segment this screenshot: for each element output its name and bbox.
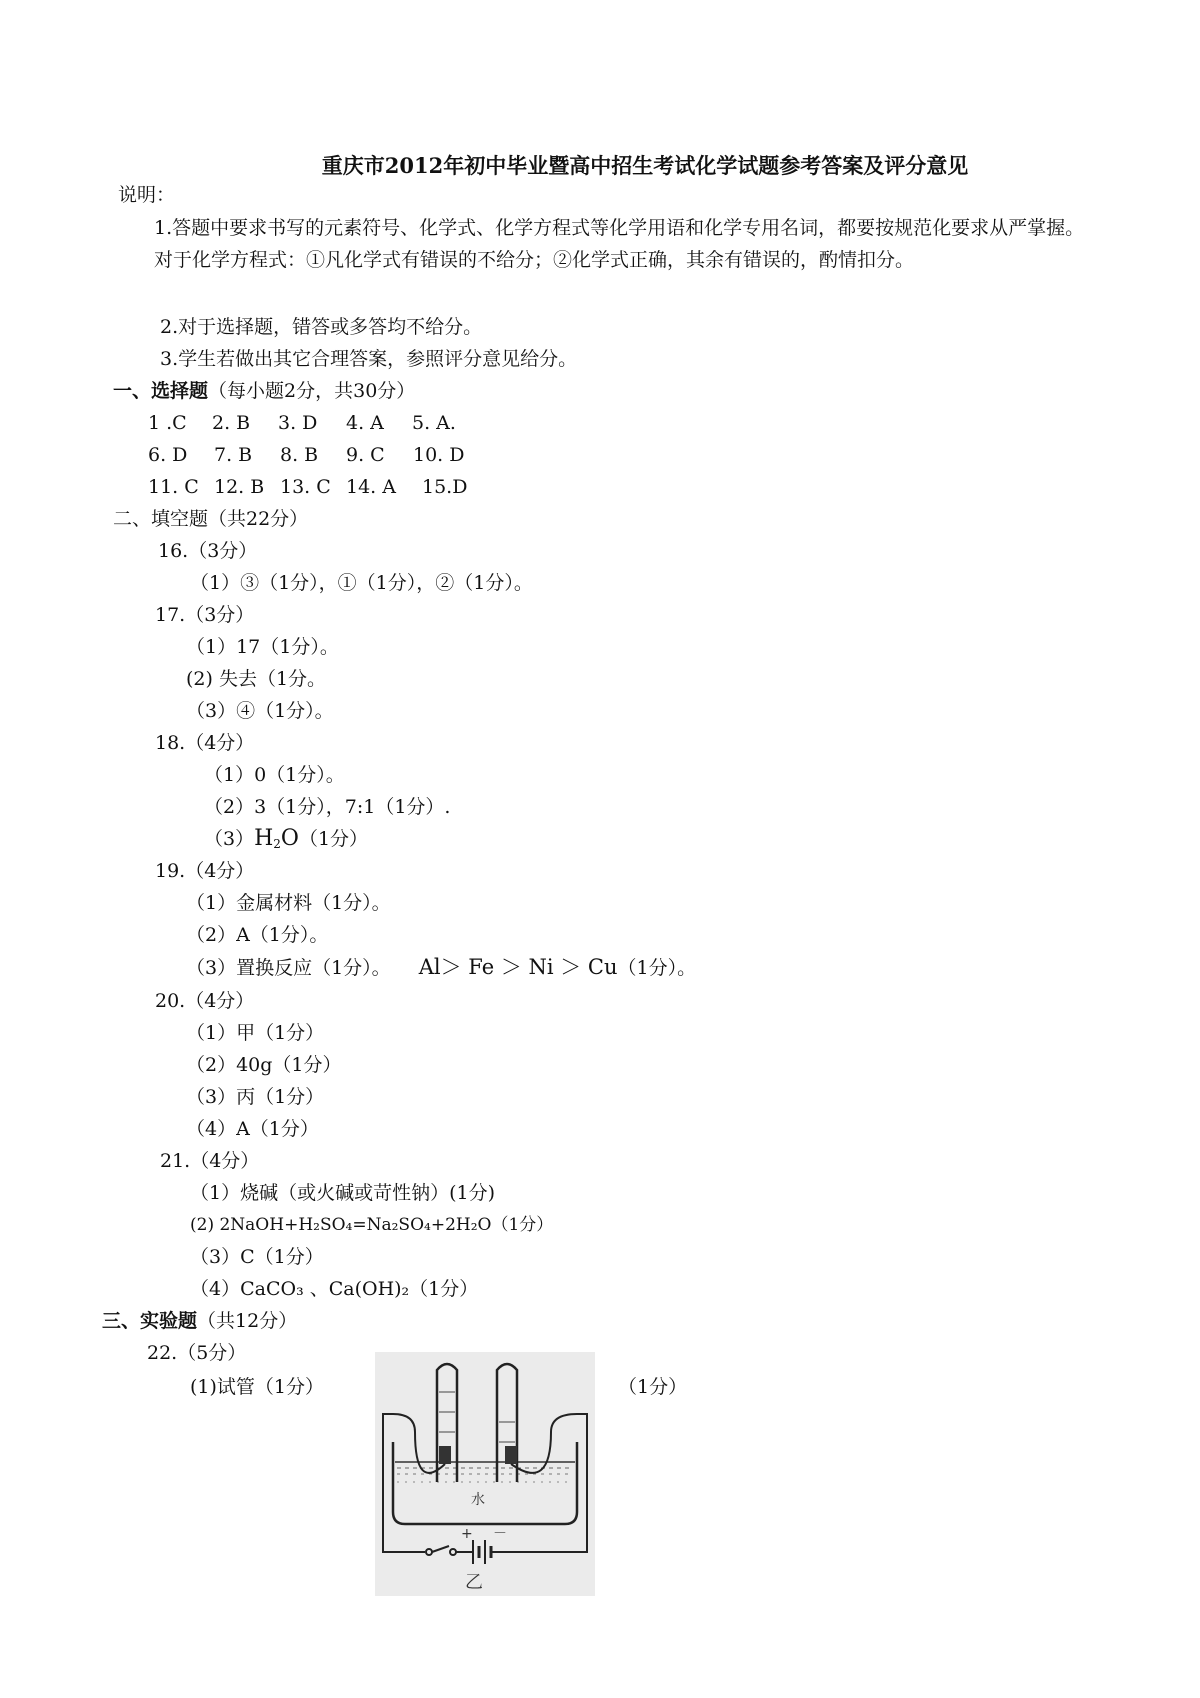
q20-answer-2: （2）40g（1分） <box>186 1054 342 1076</box>
mc-row-2 <box>148 442 465 468</box>
q18-answer-3 <box>204 826 368 857</box>
section1-title: 一、选择题 <box>113 380 209 402</box>
q17-answer-1: （1）17（1分）。 <box>186 636 339 658</box>
mc-answer: 9. C <box>346 444 385 466</box>
section3-heading <box>102 1308 297 1334</box>
q16-answer-1: （1）③（1分），①（1分），②（1分）。 <box>190 572 533 594</box>
mc-answer: 7. B <box>214 444 253 466</box>
note-2: 2.对于选择题，错答或多答均不给分。 <box>160 316 483 338</box>
q22-label: 22.（5分） <box>147 1342 247 1364</box>
water-label: 水 <box>471 1492 485 1508</box>
q19-answer-2: （2）A（1分）。 <box>186 924 329 946</box>
notes-heading: 说明： <box>118 184 176 206</box>
q19-answer-1: （1）金属材料（1分）。 <box>186 892 391 914</box>
positive-label: + <box>461 1526 473 1542</box>
switch-lever <box>432 1546 449 1552</box>
section1-note: （每小题2分，共30分） <box>208 380 416 402</box>
mc-answer: 12. B <box>214 476 265 498</box>
mc-answer: 2. B <box>212 412 251 434</box>
mc-answer: 15.D <box>422 476 468 498</box>
q20-label: 20.（4分） <box>155 990 255 1012</box>
q21-answer-2: (2) 2NaOH+H₂SO₄=Na₂SO₄+2H₂O（1分） <box>190 1215 554 1235</box>
page-title: 重庆市2012年初中毕业暨高中招生考试化学试题参考答案及评分意见 <box>321 153 969 178</box>
left-electrode <box>439 1446 451 1464</box>
mc-answer: 11. C <box>148 476 199 498</box>
switch-contact <box>426 1549 432 1555</box>
electrolysis-apparatus-figure <box>375 1352 595 1596</box>
right-test-tube <box>497 1364 517 1482</box>
q18-formula: H <box>254 826 274 851</box>
q20-answer-4: （4）A（1分） <box>186 1118 319 1140</box>
q21-answer-1: （1）烧碱（或火碱或苛性钠）(1分) <box>190 1182 496 1204</box>
q18-score: （1分） <box>298 828 369 850</box>
right-wire <box>497 1414 587 1552</box>
q16-label: 16.（3分） <box>158 540 258 562</box>
q18-answer-1: （1）0（1分）。 <box>204 764 345 786</box>
figure-caption: 乙 <box>465 1572 483 1593</box>
q19-label: 19.（4分） <box>155 860 255 882</box>
q18-subscript: 2 <box>273 837 281 851</box>
q19-answer-3a: （3）置换反应（1分）。 <box>186 957 391 979</box>
mc-answer: 13. C <box>280 476 331 498</box>
q22-score-right: （1分） <box>618 1376 688 1398</box>
q22-answer-1: (1)试管（1分） <box>190 1376 325 1398</box>
mc-answer: 14. A <box>346 476 396 498</box>
mc-answer: 4. A <box>346 412 384 434</box>
mc-answer: 5. A. <box>412 412 456 434</box>
mc-answer: 6. D <box>148 444 188 466</box>
mc-answer: 8. B <box>280 444 319 466</box>
mc-answer: 10. D <box>413 444 465 466</box>
q17-label: 17.（3分） <box>155 604 255 626</box>
q19-answer-3 <box>186 954 696 981</box>
section1-heading <box>113 378 415 404</box>
electrolysis-diagram <box>375 1352 595 1596</box>
q18-label: 18.（4分） <box>155 732 255 754</box>
mc-answer: 1 .C <box>148 412 187 434</box>
mc-row-1 <box>148 410 456 436</box>
q21-label: 21.（4分） <box>160 1150 260 1172</box>
q21-answer-3: （3）C（1分） <box>190 1246 324 1268</box>
q19-activity-series: Al＞ Fe ＞ Ni ＞ Cu <box>418 955 618 979</box>
right-electrode <box>505 1446 517 1464</box>
switch-contact <box>450 1549 456 1555</box>
q18-formula-tail: O <box>280 826 299 851</box>
q19-score: （1分）。 <box>617 957 697 979</box>
q18-answer-2: （2）3（1分），7:1（1分）. <box>204 796 451 818</box>
q18-prefix: （3） <box>204 828 255 850</box>
q21-answer-4: （4）CaCO₃ 、Ca(OH)₂（1分） <box>190 1278 479 1300</box>
mc-answer: 3. D <box>278 412 318 434</box>
section2-heading: 二、填空题（共22分） <box>113 508 309 530</box>
mc-row-3 <box>148 474 467 500</box>
q17-answer-3: （3）④（1分）。 <box>186 700 334 722</box>
q20-answer-3: （3）丙（1分） <box>186 1086 325 1108</box>
note-3: 3.学生若做出其它合理答案，参照评分意见给分。 <box>160 348 578 370</box>
q20-answer-1: （1）甲（1分） <box>186 1022 325 1044</box>
section3-title: 三、实验题 <box>102 1310 198 1332</box>
note-1: 1.答题中要求书写的元素符号、化学式、化学方程式等化学用语和化学专用名词，都要按规范化要求从严掌握。对于化学方程式：①凡化学式有错误的不给分；②化学式正确，其余有错误的，酌情扣分。 <box>154 217 1085 271</box>
left-test-tube <box>437 1364 457 1482</box>
q17-answer-2: (2) 失去（1分。 <box>186 668 327 690</box>
negative-label: － <box>493 1526 507 1542</box>
section3-note: （共12分） <box>197 1310 298 1332</box>
